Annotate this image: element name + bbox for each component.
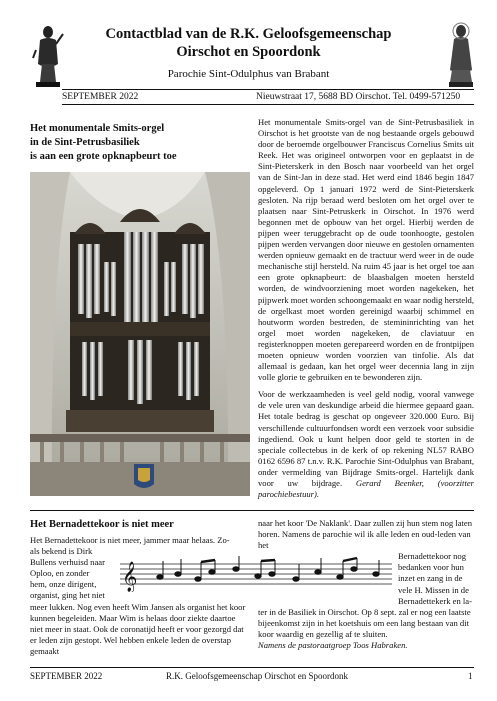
organ-article-body — [258, 117, 474, 500]
footer-date: SEPTEMBER 2022 — [30, 671, 103, 681]
heading-line: in de Sint-Petrusbasiliek — [30, 137, 140, 148]
article-paragraph-text: Voor de werkzaamheden is veel geld nodig, vooral vanwege de vele uren van deskundige arbeid die hiermee gepaard gaan. Het totale bedrag is geschat op ongeveer 320.000 Euro. Bij verschillende cultuurfondsen wordt een verzoek voor subsidie ingediend. Ook u kunt helpen door geld te storten in de speciale collectebus in de kerk of op rekening NL57 RABO 0162 6596 87 t.n.v. R.K. Parochie Sint-Odulphus van Brabant, onder vermelding van Bijdrage Smits-orgel. Hartelijk dank voor uw bijdrage. — [258, 389, 474, 488]
text-block: ter in de Basiliek in Oirschot. Op 8 sept. zal er nog een laatste bijeenkomst zijn in het koetshuis om een lang bestaan van dit koor waardig en gezellig af te sluiten. — [258, 606, 471, 639]
text-line: inzet en zang in de — [398, 573, 463, 584]
text-line: vele H. Missen in de — [398, 584, 469, 595]
text-line: Bernadettekoor nog — [398, 551, 467, 562]
bernadette-right-column — [258, 518, 474, 651]
page-number: 1 — [468, 671, 473, 681]
footer-rule — [30, 667, 474, 668]
organ-article-heading — [30, 122, 250, 164]
parish-subtitle: Parochie Sint-Odulphus van Brabant — [167, 68, 330, 80]
text-line: Bernadettekerk en la- — [398, 595, 472, 606]
organ-photo — [30, 172, 250, 496]
text-line: Oploo, en zonder — [30, 568, 90, 579]
header-rule-bottom — [62, 104, 474, 105]
heading-line: is aan een grote opknapbeurt toe — [30, 151, 177, 162]
text-block: naar het koor 'De Naklank'. Daar zullen zij hun stem nog laten horen. Namens de parochie wil ik alle leden en oud-leden van het — [258, 518, 473, 551]
section-divider — [30, 510, 474, 511]
article-paragraph: Het monumentale Smits-orgel van de Sint-Petrusbasiliek in Oirschot is het grootste van de nog bestaande orgels gebouwd door de beroemde orgelbouwer Franciscus Cornelius Smits uit Reek. Het was origineel ontworpen voor en geplaatst in de Sint-Pieterskerk in den Bosch naar voorbeeld van het orgel van de Sint-Jan in deze stad. Het werd eind 1846 begin 1847 opgeleverd. Op 1 januari 1972 werd de Sint-Pieterskerk gesloten. Na rijp beraad werd besloten om het orgel over te plaatsen naar Sint-Petruskerk in Oirschot. In 1976 werd begonnen met de opbouw van het orgel. Hierbij werden de pijpen weer teruggebracht op de oude toonhoogte, gestolen pijpen werden vervangen door nieuwe en gestolen ornamenten werden opnieuw gemaakt en de tractuur werd weer in de oude mechanische stijl hersteld. Na ruim 45 jaar is het orgel toe aan een grote opknapbeurt: de blaasbalgen moeten hersteld worden, de windvoorziening moet worden nagekeken, het pijpwerk moet worden schoongemaakt en waar nodig hersteld, de orgelkast moet worden gereinigd waarbij schimmel en houtworm worden bestreden, de stemininrichting van het orgel moet worden nagekeken, de claviatuur en registerknoppen moeten gerepareerd worden en de frontpijpen moeten opnieuw worden voorzien van tinfolie. Als dat allemaal is gedaan, kan het orgel weer decennia lang in zijn volle glorie te gebruiken en te bewonderen zijn. — [258, 117, 474, 383]
text-line: bedanken voor hun — [398, 562, 464, 573]
newsletter-title-line2: Oirschot en Spoordonk — [176, 44, 321, 60]
parish-address: Nieuwstraat 17, 5688 BD Oirschot. Tel. 0499-571250 — [256, 92, 461, 102]
text-block: meer lukken. Nog even heeft Wim Jansen als organist het koor kunnen begeleiden. Maar Wim is helaas door ziekte daartoe niet meer in staat. Ook de coronatijd heeft er voor gezorgd dat er leden zijn gestopt. Wel hebben enkele leden de overstap gemaakt — [30, 601, 246, 656]
article-paragraph — [258, 389, 474, 500]
footer-parish-name: R.K. Geloofsgemeenschap Oirschot en Spoordonk — [166, 671, 348, 681]
bernadette-left-column — [30, 535, 250, 657]
article-signature: Namens de pastoraatgroep Toos Habraken. — [258, 640, 408, 651]
issue-date: SEPTEMBER 2022 — [62, 92, 139, 102]
article-signature: Gerard Beenker, (voorzitter parochiebestuur). — [258, 478, 474, 500]
text-line: als bekend is Dirk — [30, 546, 93, 557]
text-line: Bullens verhuisd naar — [30, 557, 105, 568]
text-line: hem, onze dirigent, — [30, 579, 97, 590]
text-line: Het Bernadettekoor is niet meer, jammer maar helaas. Zo- — [30, 535, 230, 545]
bernadette-article-heading: Het Bernadettekoor is niet meer — [30, 519, 174, 530]
svg-text:𝄞: 𝄞 — [122, 562, 138, 592]
heading-line: Het monumentale Smits-orgel — [30, 123, 165, 134]
text-line: organist, ging het niet — [30, 590, 105, 601]
newsletter-title: Contactblad van de R.K. Geloofsgemeenschap — [105, 26, 392, 42]
header-rule-top — [62, 89, 474, 90]
